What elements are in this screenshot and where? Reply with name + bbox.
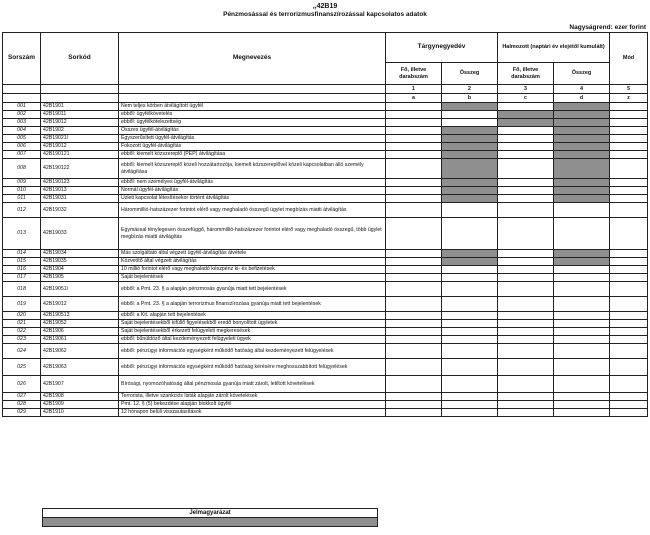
row-label: ebből: a Pmt. 23. § a alapján pénzmosás gyanúja miatt tett bejelentések: [119, 282, 386, 297]
grey-cell: [442, 143, 498, 151]
table-row: [3, 401, 648, 409]
row-label: Saját bejelentésekből kifüllő figyelésekből eredő bonyolított ügyletek: [119, 320, 386, 328]
value-cell[interactable]: [386, 401, 442, 409]
value-cell[interactable]: [554, 376, 610, 393]
value-cell[interactable]: [554, 320, 610, 328]
row-code: 42B190121: [41, 151, 119, 159]
grey-cell: [442, 187, 498, 195]
table-row: [3, 143, 648, 151]
row-label: Fokozott ügyfél-átvilágítás: [119, 143, 386, 151]
value-cell[interactable]: [386, 111, 442, 119]
mod-cell[interactable]: [610, 409, 648, 417]
row-label: 12 hónapon belüli visszautasítások: [119, 409, 386, 417]
column-letter: c: [498, 94, 554, 103]
row-label: ebből: kiemelt közszereplő (PEP) átvilágítása: [119, 151, 386, 159]
subheader-fo-1: Fő, illetve darabszám: [386, 63, 442, 85]
row-code: 42B19033: [41, 218, 119, 250]
value-cell[interactable]: [386, 179, 442, 187]
value-cell[interactable]: [386, 103, 442, 111]
table-row: [3, 258, 648, 266]
row-number: 013: [3, 218, 41, 250]
value-cell[interactable]: [386, 127, 442, 135]
row-code: 42B19021l: [41, 135, 119, 143]
mod-cell[interactable]: [610, 218, 648, 250]
grey-cell: [442, 159, 498, 179]
mod-cell[interactable]: [610, 195, 648, 203]
col-header-mod: Mód: [610, 33, 648, 85]
value-cell[interactable]: [386, 336, 442, 344]
mod-cell[interactable]: [610, 320, 648, 328]
value-cell[interactable]: [498, 376, 554, 393]
value-cell[interactable]: [498, 258, 554, 266]
value-cell[interactable]: [442, 328, 498, 336]
grey-cell: [442, 250, 498, 258]
row-code: 42B1907: [41, 376, 119, 393]
mod-cell[interactable]: [610, 135, 648, 143]
row-label: Összes ügyfél-átvilágítás: [119, 127, 386, 135]
row-code: 42B190513: [41, 312, 119, 320]
value-cell[interactable]: [498, 266, 554, 274]
row-number: 007: [3, 151, 41, 159]
value-cell[interactable]: [386, 312, 442, 320]
value-cell[interactable]: [498, 159, 554, 179]
row-label: Saját bejelentések: [119, 274, 386, 282]
row-label: Bírósági, nyomozóhatóság által pénzmosás gyanúja miatt zárolt, letiltott követelések: [119, 376, 386, 393]
col-header-sorkod: Sorkód: [41, 33, 119, 85]
column-letter: d: [554, 94, 610, 103]
row-code: 42B1902: [41, 127, 119, 135]
table-row: [3, 159, 648, 179]
value-cell[interactable]: [498, 409, 554, 417]
row-number: 005: [3, 135, 41, 143]
value-cell[interactable]: [386, 159, 442, 179]
grey-cell: [554, 195, 610, 203]
table-row: [3, 328, 648, 336]
row-number: 016: [3, 266, 41, 274]
subheader-osszeg-2: Összeg: [554, 63, 610, 85]
table-row: [3, 359, 648, 376]
row-code: 42B19051l: [41, 282, 119, 297]
row-number: 025: [3, 359, 41, 376]
blank-cell: [119, 85, 386, 94]
row-code: 42B19035: [41, 258, 119, 266]
row-code: 42B1904: [41, 266, 119, 274]
column-number: 2: [442, 85, 498, 94]
row-number: 029: [3, 409, 41, 417]
row-code: 42B19012: [41, 143, 119, 151]
row-code: 42B19013: [41, 187, 119, 195]
row-code: 42B19011: [41, 111, 119, 119]
row-number: 008: [3, 159, 41, 179]
value-cell[interactable]: [386, 218, 442, 250]
row-label: Üzleti kapcsolat létesítésekor történt átvilágítás: [119, 195, 386, 203]
grey-cell: [554, 143, 610, 151]
table-row: [3, 266, 648, 274]
row-label: 10 millió forintot elérő vagy meghaladó készpénz ki- és befizetések: [119, 266, 386, 274]
value-cell[interactable]: [442, 218, 498, 250]
value-cell[interactable]: [386, 409, 442, 417]
row-number: 003: [3, 119, 41, 127]
value-cell[interactable]: [554, 336, 610, 344]
row-number: 024: [3, 344, 41, 359]
value-cell[interactable]: [442, 297, 498, 312]
legend: [42, 508, 378, 527]
value-cell[interactable]: [442, 312, 498, 320]
grey-cell: [442, 179, 498, 187]
value-cell[interactable]: [498, 312, 554, 320]
table-row: [3, 218, 648, 250]
value-cell[interactable]: [498, 195, 554, 203]
value-cell[interactable]: [498, 344, 554, 359]
mod-cell[interactable]: [610, 143, 648, 151]
row-code: 42B1910: [41, 409, 119, 417]
row-number: 017: [3, 274, 41, 282]
value-cell[interactable]: [554, 409, 610, 417]
value-cell[interactable]: [498, 179, 554, 187]
row-code: 42B190123: [41, 179, 119, 187]
grey-cell: [442, 258, 498, 266]
value-cell[interactable]: [386, 119, 442, 127]
row-label: Egymással ténylegesen összefüggő, hárommillió-hatszázezer forintot elérő vagy meghaladó összegű, több ügylet megbízás miatti átvilágítás: [119, 218, 386, 250]
row-label: ebből: nem személyes ügyfél-átvilágítás: [119, 179, 386, 187]
row-number: 006: [3, 143, 41, 151]
row-number: 015: [3, 258, 41, 266]
row-number: 026: [3, 376, 41, 393]
row-label: ebből: kiemelt közszereplő közeli hozzátartozója, kiemelt közszereplővel közeli kapcsolatban álló személy átvilágítása: [119, 159, 386, 179]
table-row: [3, 111, 648, 119]
grey-cell: [554, 258, 610, 266]
value-cell[interactable]: [442, 344, 498, 359]
mod-cell[interactable]: [610, 393, 648, 401]
table-row: [3, 250, 648, 258]
value-cell[interactable]: [442, 274, 498, 282]
row-number: 018: [3, 282, 41, 297]
mod-cell[interactable]: [610, 274, 648, 282]
mod-cell[interactable]: [610, 127, 648, 135]
row-code: 42B19031: [41, 195, 119, 203]
value-cell[interactable]: [498, 135, 554, 143]
value-cell[interactable]: [554, 282, 610, 297]
value-cell[interactable]: [386, 282, 442, 297]
value-cell[interactable]: [442, 409, 498, 417]
table-row: [3, 203, 648, 218]
row-number: 021: [3, 320, 41, 328]
column-number: 5: [610, 85, 648, 94]
table-row: [3, 393, 648, 401]
grey-cell: [554, 111, 610, 119]
value-cell[interactable]: [498, 187, 554, 195]
mod-cell[interactable]: [610, 250, 648, 258]
value-cell[interactable]: [386, 187, 442, 195]
mod-cell[interactable]: [610, 111, 648, 119]
data-table: [2, 32, 648, 417]
value-cell[interactable]: [498, 282, 554, 297]
column-number: 3: [498, 85, 554, 94]
col-header-targynegyedev: Tárgynegyedév: [386, 33, 498, 63]
grey-cell: [554, 159, 610, 179]
value-cell[interactable]: [442, 119, 498, 127]
row-label: Terrorista, illetve szankciós listák alapján zárolt követelések: [119, 393, 386, 401]
value-cell[interactable]: [442, 320, 498, 328]
blank-cell: [3, 85, 41, 94]
value-cell[interactable]: [498, 127, 554, 135]
table-row: [3, 151, 648, 159]
column-letter: z: [610, 94, 648, 103]
value-cell[interactable]: [386, 376, 442, 393]
mod-cell[interactable]: [610, 282, 648, 297]
value-cell[interactable]: [554, 297, 610, 312]
grey-cell: [498, 119, 554, 127]
value-cell[interactable]: [386, 297, 442, 312]
row-number: 023: [3, 336, 41, 344]
row-label: ebből: a Pmt. 23. § a alapján terrorizmus finanszírozása gyanúja miatt tett bejelentések: [119, 297, 386, 312]
value-cell[interactable]: [498, 218, 554, 250]
mod-cell[interactable]: [610, 336, 648, 344]
value-cell[interactable]: [386, 266, 442, 274]
row-code: 42B190122: [41, 159, 119, 179]
row-number: 012: [3, 203, 41, 218]
value-cell[interactable]: [498, 297, 554, 312]
value-cell[interactable]: [498, 401, 554, 409]
table-row: [3, 312, 648, 320]
row-code: 42B1908: [41, 393, 119, 401]
row-number: 002: [3, 111, 41, 119]
table-row: [3, 336, 648, 344]
col-header-halmozott: Halmozott (naptári év elejétől kumulált): [498, 33, 610, 63]
mod-cell[interactable]: [610, 344, 648, 359]
value-cell[interactable]: [554, 393, 610, 401]
mod-cell[interactable]: [610, 297, 648, 312]
value-cell[interactable]: [498, 250, 554, 258]
row-number: 019: [3, 297, 41, 312]
grey-cell: [442, 127, 498, 135]
value-cell[interactable]: [386, 328, 442, 336]
report-title: Pénzmosással és terrorizmusfinanszírozással kapcsolatos adatok: [223, 11, 427, 18]
value-cell[interactable]: [554, 344, 610, 359]
value-cell[interactable]: [386, 344, 442, 359]
value-cell[interactable]: [498, 359, 554, 376]
value-cell[interactable]: [498, 328, 554, 336]
row-label: Nem teljes körben átvilágított ügyfél: [119, 103, 386, 111]
table-row: [3, 179, 648, 187]
grey-cell: [442, 135, 498, 143]
value-cell[interactable]: [442, 266, 498, 274]
row-number: 009: [3, 179, 41, 187]
value-cell[interactable]: [386, 320, 442, 328]
row-number: 001: [3, 103, 41, 111]
row-code: 42B19032: [41, 203, 119, 218]
grey-cell: [554, 250, 610, 258]
value-cell[interactable]: [554, 266, 610, 274]
table-row: [3, 282, 648, 297]
mod-cell[interactable]: [610, 179, 648, 187]
value-cell[interactable]: [386, 143, 442, 151]
mod-cell[interactable]: [610, 359, 648, 376]
column-number: 1: [386, 85, 442, 94]
row-number: 028: [3, 401, 41, 409]
grey-cell: [442, 195, 498, 203]
col-header-sorszam: Sorszám: [3, 33, 41, 85]
mod-cell[interactable]: [610, 258, 648, 266]
row-label: Egyszerűsített ügyfél-átvilágítás: [119, 135, 386, 143]
mod-cell[interactable]: [610, 266, 648, 274]
value-cell[interactable]: [554, 401, 610, 409]
grey-cell: [554, 151, 610, 159]
row-number: 014: [3, 250, 41, 258]
grey-cell: [554, 179, 610, 187]
mod-cell[interactable]: [610, 103, 648, 111]
value-cell[interactable]: [386, 393, 442, 401]
grey-cell: [554, 187, 610, 195]
table-row: [3, 409, 648, 417]
row-number: 027: [3, 393, 41, 401]
grey-cell: [554, 119, 610, 127]
row-label: ebből: ügyfélkövetelés: [119, 111, 386, 119]
value-cell[interactable]: [442, 336, 498, 344]
value-cell[interactable]: [386, 195, 442, 203]
grey-cell: [498, 111, 554, 119]
column-number: 4: [554, 85, 610, 94]
row-label: ebből: ügyfélkötelezettség: [119, 119, 386, 127]
mod-cell[interactable]: [610, 376, 648, 393]
value-cell[interactable]: [554, 203, 610, 218]
value-cell[interactable]: [386, 274, 442, 282]
table-row: [3, 195, 648, 203]
mod-cell[interactable]: [610, 312, 648, 320]
table-row: [3, 344, 648, 359]
subheader-fo-2: Fő, illetve darabszám: [498, 63, 554, 85]
row-code: 42B1906: [41, 328, 119, 336]
value-cell[interactable]: [554, 218, 610, 250]
row-label: ebből: a Kit. alapján tett bejelentések: [119, 312, 386, 320]
value-cell[interactable]: [498, 336, 554, 344]
row-label: ebből: pénzügyi információs egységként működő hatóság kérésére meghosszabbított felügyelések: [119, 359, 386, 376]
value-cell[interactable]: [498, 393, 554, 401]
mod-cell[interactable]: [610, 151, 648, 159]
grey-cell: [442, 103, 498, 111]
row-code: 42B19012: [41, 297, 119, 312]
table-row: [3, 376, 648, 393]
blank-cell: [41, 85, 119, 94]
value-cell[interactable]: [554, 274, 610, 282]
mod-cell[interactable]: [610, 328, 648, 336]
blank-cell: [41, 94, 119, 103]
value-cell[interactable]: [498, 103, 554, 111]
table-row: [3, 187, 648, 195]
legend-grey-swatch: [43, 518, 378, 527]
value-cell[interactable]: [554, 359, 610, 376]
grey-cell: [554, 135, 610, 143]
grey-cell: [442, 151, 498, 159]
row-code: 42B1905: [41, 274, 119, 282]
row-code: 42B19062: [41, 344, 119, 359]
blank-cell: [3, 94, 41, 103]
row-label: ebből: bűnüldöző által kezdeményezett felügyeleti ügyek: [119, 336, 386, 344]
mod-cell[interactable]: [610, 401, 648, 409]
table-row: [3, 274, 648, 282]
blank-cell: [119, 94, 386, 103]
value-cell[interactable]: [554, 312, 610, 320]
grey-cell: [554, 103, 610, 111]
table-row: [3, 119, 648, 127]
value-cell[interactable]: [498, 203, 554, 218]
value-cell[interactable]: [442, 359, 498, 376]
table-row: [3, 297, 648, 312]
row-label: Hárommillió-hatszázezer forintot elérő vagy meghaladó összegű ügylet megbízás miatti átvilágítás: [119, 203, 386, 218]
row-code: 42B19052: [41, 320, 119, 328]
mod-cell[interactable]: [610, 203, 648, 218]
row-label: Más szolgáltató által végzett ügyfél-átvilágítás átvétele: [119, 250, 386, 258]
row-code: 42B19063: [41, 359, 119, 376]
column-letter: a: [386, 94, 442, 103]
subheader-osszeg-1: Összeg: [442, 63, 498, 85]
grey-cell: [554, 127, 610, 135]
value-cell[interactable]: [386, 203, 442, 218]
row-code: 42B19034: [41, 250, 119, 258]
value-cell[interactable]: [498, 320, 554, 328]
value-cell[interactable]: [386, 151, 442, 159]
row-label: ebből: pénzügyi információs egységként működő hatóság által kezdeményezett felügyelések: [119, 344, 386, 359]
value-cell[interactable]: [554, 328, 610, 336]
row-code: 42B1909: [41, 401, 119, 409]
table-row: [3, 127, 648, 135]
col-header-megnevezes: Megnevezés: [119, 33, 386, 85]
value-cell[interactable]: [386, 250, 442, 258]
table-row: [3, 135, 648, 143]
row-number: 004: [3, 127, 41, 135]
row-label: Közvetítő által végzett átvilágítás: [119, 258, 386, 266]
value-cell[interactable]: [442, 393, 498, 401]
value-cell[interactable]: [498, 274, 554, 282]
value-cell[interactable]: [386, 135, 442, 143]
mod-cell[interactable]: [610, 119, 648, 127]
row-label: Normál ügyfél-átvilágítás: [119, 187, 386, 195]
value-cell[interactable]: [442, 401, 498, 409]
unit-note: Nagyságrend: ezer forint: [569, 24, 646, 31]
value-cell[interactable]: [442, 376, 498, 393]
mod-cell[interactable]: [610, 187, 648, 195]
row-number: 022: [3, 328, 41, 336]
row-label: Saját bejelentésekből érkezett felügyeleti megkeresések: [119, 328, 386, 336]
row-label: Pmt. 12. § (5) bekezdése alapján blokkolt ügyfél: [119, 401, 386, 409]
row-code: 42B19061: [41, 336, 119, 344]
value-cell[interactable]: [498, 143, 554, 151]
row-code: 42B1901: [41, 103, 119, 111]
table-row: [3, 320, 648, 328]
row-number: 011: [3, 195, 41, 203]
mod-cell[interactable]: [610, 159, 648, 179]
column-letter: b: [442, 94, 498, 103]
row-number: 010: [3, 187, 41, 195]
legend-title: Jelmagyarázat: [43, 509, 378, 518]
row-number: 020: [3, 312, 41, 320]
value-cell[interactable]: [442, 203, 498, 218]
table-row: [3, 103, 648, 111]
value-cell[interactable]: [386, 258, 442, 266]
row-code: 42B19012: [41, 119, 119, 127]
value-cell[interactable]: [386, 359, 442, 376]
report-code: ,,42B19: [312, 3, 338, 10]
value-cell[interactable]: [442, 111, 498, 119]
value-cell[interactable]: [442, 282, 498, 297]
value-cell[interactable]: [498, 151, 554, 159]
